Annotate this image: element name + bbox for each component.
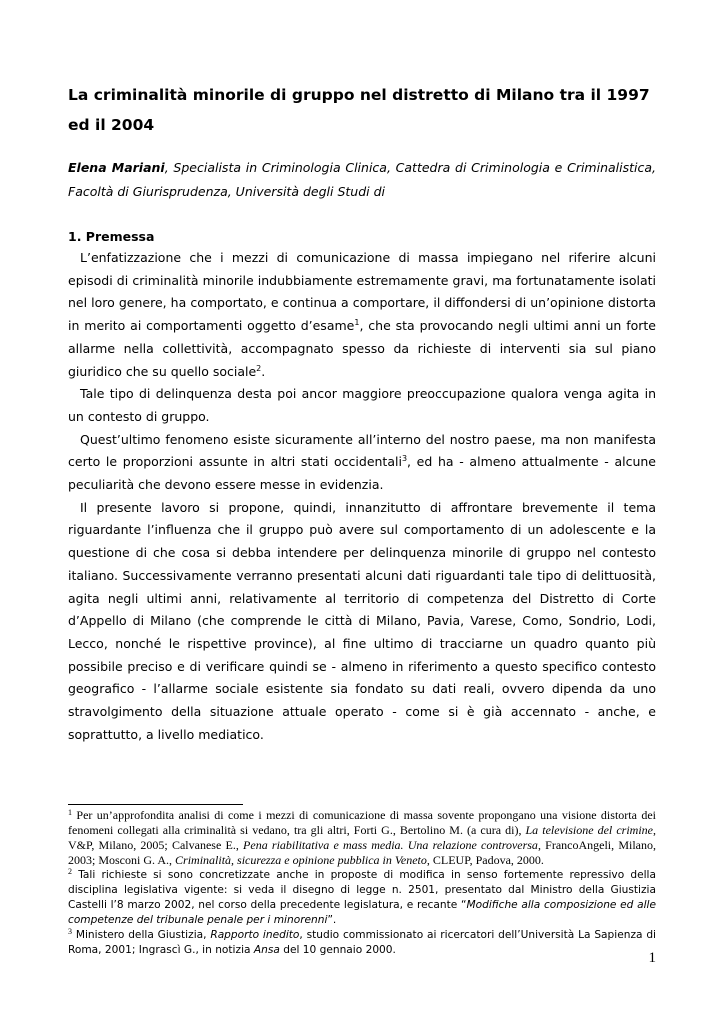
- footnote-1-text: , CLEUP, Padova, 2000.: [426, 853, 544, 867]
- footnote-1-text: , FrancoAngeli, Milano, 2003; Mosconi G. A.,: [68, 838, 657, 867]
- footnote-1-title-3: Criminalità, sicurezza e opinione pubblica in Veneto: [175, 853, 427, 867]
- footnote-3-number: 3: [68, 927, 72, 936]
- footnote-3: [68, 928, 656, 958]
- paragraph-1-text-b: , che sta provocando negli ultimi anni un forte allarme nella collettività, accompagnato spesso da richieste di interventi sia sul piano giuridico che su quello sociale: [68, 318, 656, 379]
- paper-title: La criminalità minorile di gruppo nel distretto di Milano tra il 1997 ed il 2004: [68, 86, 650, 134]
- body-text: [68, 247, 656, 746]
- paragraph-1-text-c: .: [261, 363, 266, 379]
- footnote-ref-3[interactable]: 3: [401, 454, 408, 464]
- author-line: [68, 156, 656, 204]
- footnote-1-text: , V&P, Milano, 2005; Calvanese E.,: [68, 823, 656, 852]
- footnote-3-source: Ansa: [253, 944, 280, 956]
- footnote-separator: [68, 804, 243, 805]
- footnote-1-text: Per un’approfondita analisi di come i mezzi di comunicazione di massa sovente propongano una visione distorta dei fenomeni collegati alla criminalità si vedano, tra gli altri, Forti G., Bertolino M. (a cura di),: [68, 808, 656, 837]
- paragraph-1-text-a: L’enfatizzazione che i mezzi di comunicazione di massa impiegano nel riferire alcuni episodi di criminalità minorile indubbiamente estremamente gravi, ma fortunatamente isolati nel loro genere, ha comportato, e continua a comportare, il diffondersi di un’opinione distorta in merito ai comportamenti oggetto d’esame: [68, 250, 656, 334]
- footnote-ref-1[interactable]: 1: [354, 318, 360, 328]
- footnote-2-title: Modifiche alla composizione ed alle competenze del tribunale penale per i minorenni: [68, 899, 656, 926]
- paragraph-4: Il presente lavoro si propone, quindi, innanzitutto di affrontare brevemente il tema riguardante l’influenza che il gruppo può avere sul comportamento di un adolescente e la questione di che cosa si debba intendere per delinquenza minorile di gruppo nel contesto italiano. Successivamente verranno presentati alcuni dati riguardanti tale tipo di delittuosità, agita negli ultimi anni, relativamente al territorio di competenza del Distretto di Corte d’Appello di Milano (che comprende le città di Milano, Pavia, Varese, Como, Sondrio, Lodi, Lecco, nonché le rispettive province), al fine ultimo di tracciarne un quadro quanto più possibile preciso e di verificare quindi se - almeno in riferimento a questo specifico contesto geografico - l’allarme sociale esistente sia fondato su dati reali, ovvero dipenda da uno stravolgimento della situazione attuale operato - come si è già accennato - anche, e soprattutto, a livello mediatico.: [68, 499, 656, 742]
- footnote-1-title-2: Pena riabilitativa e mass media. Una relazione controversa: [243, 838, 538, 852]
- footnote-3-text: del 10 gennaio 2000.: [279, 944, 396, 956]
- section-heading: 1. Premessa: [68, 229, 155, 244]
- footnote-2: [68, 868, 656, 928]
- footnote-3-text: , studio commissionato ai ricercatori dell’Università La Sapienza di Roma, 2001; Ingrascì G., in notizia: [68, 929, 656, 956]
- paragraph-3: [68, 429, 656, 497]
- footnote-2-text: Tali richieste si sono concretizzate anche in proposte di modifica in senso fortemente repressivo della disciplina legislativa vigente: si veda il disegno di legge n. 2501, presentato dal Ministro della Giustizia Castelli l’8 marzo 2002, nel corso della precedente legislatura, e recante “: [68, 869, 656, 911]
- footnote-1: [68, 808, 656, 868]
- footnote-3-text: Ministero della Giustizia,: [72, 929, 211, 941]
- footnote-1-title-1: La televisione del crimine: [525, 823, 653, 837]
- page-number: 1: [648, 950, 656, 966]
- author-name: Elena Mariani: [68, 160, 165, 175]
- footnote-ref-2[interactable]: 2: [256, 363, 262, 373]
- footnotes: [68, 808, 656, 958]
- paragraph-2: Tale tipo di delinquenza desta poi ancor maggiore preoccupazione qualora venga agita in un contesto di gruppo.: [68, 386, 656, 424]
- footnote-2-number: 2: [68, 867, 72, 876]
- paragraph-3-text-a: Quest’ultimo fenomeno esiste sicuramente all’interno del nostro paese, ma non manifesta certo le proporzioni assunte in altri stati occidentali: [68, 431, 656, 470]
- footnote-3-title: Rapporto inedito: [210, 929, 300, 941]
- author-affiliation: , Specialista in Criminologia Clinica, Cattedra di Criminologia e Criminalistica, Facoltà di Giurisprudenza, Università degli Studi di: [68, 160, 656, 199]
- paragraph-3-text-b: , ed ha - almeno attualmente - alcune peculiarità che devono essere messe in evidenzia.: [68, 454, 656, 493]
- footnote-2-text: ”.: [327, 914, 337, 926]
- footnote-1-number: 1: [68, 808, 72, 817]
- paragraph-1: [68, 247, 656, 383]
